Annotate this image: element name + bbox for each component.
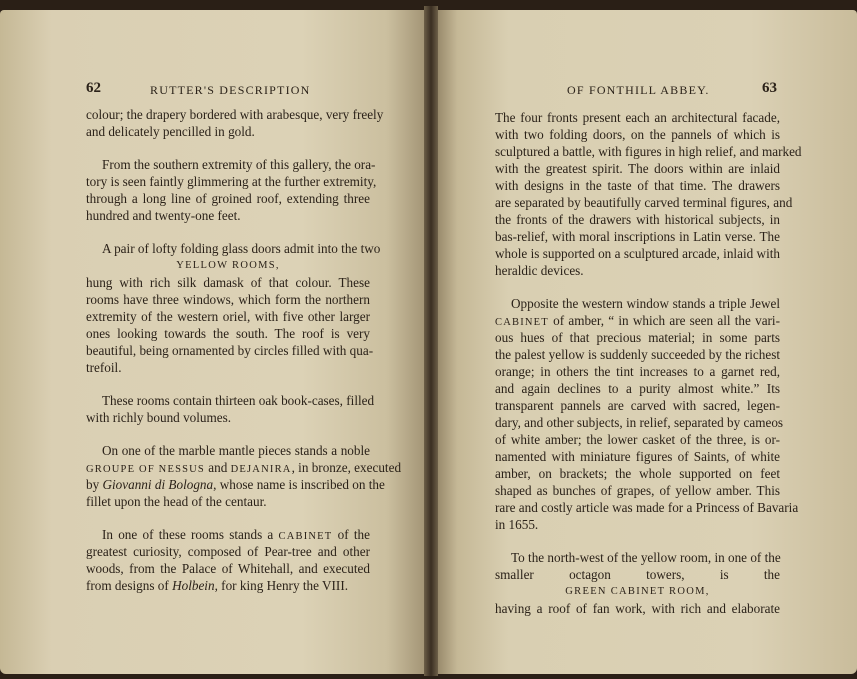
text-line: rare and costly article was made for a Princess of Bavaria xyxy=(495,500,799,515)
paragraph-gap xyxy=(86,426,370,442)
paragraph-gap xyxy=(86,376,370,392)
right-page-body xyxy=(495,109,802,617)
text-line: heraldic devices. xyxy=(495,263,584,278)
section-heading: GREEN CABINET ROOM, xyxy=(565,586,710,597)
text-line: The four fronts present each an architectural facade, xyxy=(495,110,780,125)
text-line: From the southern extremity of this gallery, the ora- xyxy=(102,157,376,172)
text-line: whole is supported on a sculptured arcade, inlaid with xyxy=(495,246,780,261)
text-line: with the greatest spirit. The doors within are inlaid xyxy=(495,161,780,176)
text-line: In one of these rooms stands a CABINET of the xyxy=(102,527,370,542)
paragraph xyxy=(86,106,384,140)
text-line: colour; the drapery bordered with arabesque, very freely xyxy=(86,107,384,122)
text-line: smaller octagon towers, is the xyxy=(495,567,780,582)
paragraph xyxy=(86,526,370,594)
text-line: of white amber; the lower casket of the three, is or- xyxy=(495,432,780,447)
paragraph xyxy=(495,109,802,279)
text-line: To the north-west of the yellow room, in one of the xyxy=(511,550,781,565)
paragraph-gap xyxy=(495,279,780,295)
text-line: and again declines to a purity almost white.” Its xyxy=(495,381,780,396)
paragraph-gap xyxy=(86,510,370,526)
text-line: greatest curiosity, composed of Pear-tree and other xyxy=(86,544,370,559)
text-line: the fronts of the drawers with historical subjects, in xyxy=(495,212,780,227)
text-line: bas-relief, with moral inscriptions in Latin verse. The xyxy=(495,229,780,244)
text-line: through a long line of groined roof, extending three xyxy=(86,191,370,206)
text-line: hundred and twenty-one feet. xyxy=(86,208,241,223)
text-line: with two folding doors, on the pannels of which is xyxy=(495,127,780,142)
paragraph xyxy=(495,295,799,533)
paragraph-gap xyxy=(86,140,370,156)
text-line: woods, from the Palace of Whitehall, and executed xyxy=(86,561,370,576)
right-page-number: 63 xyxy=(762,80,777,96)
text-line: Opposite the western window stands a triple Jewel xyxy=(511,296,780,311)
text-line: in 1655. xyxy=(495,517,539,532)
text-line: namented with miniature figures of Saints, of white xyxy=(495,449,780,464)
left-page-number: 62 xyxy=(86,80,101,96)
text-line: with richly bound volumes. xyxy=(86,410,232,425)
text-line: A pair of lofty folding glass doors admit into the two xyxy=(102,241,381,256)
text-line: orange; in others the tint increases to a garnet red, xyxy=(495,364,780,379)
paragraph xyxy=(86,442,402,510)
text-line: beautiful, being ornamented by circles filled with qua- xyxy=(86,343,374,358)
text-line: with designs in the taste of that time. The drawers xyxy=(495,178,780,193)
text-line: having a roof of fan work, with rich and elaborate xyxy=(495,601,780,616)
text-line: hung with rich silk damask of that colour. These xyxy=(86,275,370,290)
paragraph-gap xyxy=(495,533,780,549)
left-page xyxy=(0,10,430,674)
right-running-head: OF FONTHILL ABBEY. xyxy=(567,83,710,97)
text-line: ous hues of that precious material; in some parts xyxy=(495,330,780,345)
small-caps-term: CABINET xyxy=(278,531,333,542)
text-line: by Giovanni di Bologna, whose name is inscribed on the xyxy=(86,477,385,492)
text-line: rooms have three windows, which form the northern xyxy=(86,292,370,307)
text-line: ones looking towards the south. The roof is very xyxy=(86,326,370,341)
left-running-head: RUTTER'S DESCRIPTION xyxy=(150,83,311,97)
paragraph xyxy=(86,240,381,376)
italic-name: Giovanni di Bologna xyxy=(102,477,214,492)
book-gutter xyxy=(424,6,438,676)
text-line: CABINET of amber, “ in which are seen all the vari- xyxy=(495,313,780,328)
small-caps-term: DEJANIRA xyxy=(230,464,292,475)
section-heading: YELLOW ROOMS, xyxy=(176,260,280,271)
text-line: sculptured a battle, with figures in high relief, and marked xyxy=(495,144,802,159)
text-line: On one of the marble mantle pieces stands a noble xyxy=(102,443,370,458)
left-page-body xyxy=(86,106,402,594)
text-line: GROUPE OF NESSUS and DEJANIRA, in bronze, executed xyxy=(86,460,402,475)
right-page xyxy=(432,10,857,674)
text-line: fillet upon the head of the centaur. xyxy=(86,494,267,509)
text-line: dary, and other subjects, in relief, separated by cameos xyxy=(495,415,784,430)
italic-name: Holbein xyxy=(172,578,215,593)
text-line: trefoil. xyxy=(86,360,122,375)
small-caps-term: CABINET xyxy=(495,317,549,328)
text-line: These rooms contain thirteen oak book-cases, filled xyxy=(102,393,375,408)
text-line: amber, on brackets; the whole supported on feet xyxy=(495,466,780,481)
text-line: transparent pannels are carved with sacred, legen- xyxy=(495,398,780,413)
text-line: from designs of Holbein, for king Henry the VIII. xyxy=(86,578,349,593)
paragraph-gap xyxy=(86,224,370,240)
paragraph xyxy=(495,549,780,617)
text-line: shaped as bunches of grapes, of yellow amber. This xyxy=(495,483,780,498)
small-caps-term: GROUPE OF NESSUS xyxy=(86,464,205,475)
text-line: the palest yellow is suddenly succeeded by the richest xyxy=(495,347,780,362)
text-line: tory is seen faintly glimmering at the further extremity, xyxy=(86,174,377,189)
text-line: are separated by beautifully carved terminal figures, and xyxy=(495,195,793,210)
text-line: extremity of the western oriel, with five other larger xyxy=(86,309,370,324)
paragraph xyxy=(86,392,375,426)
text-line: and delicately pencilled in gold. xyxy=(86,124,255,139)
paragraph xyxy=(86,156,377,224)
